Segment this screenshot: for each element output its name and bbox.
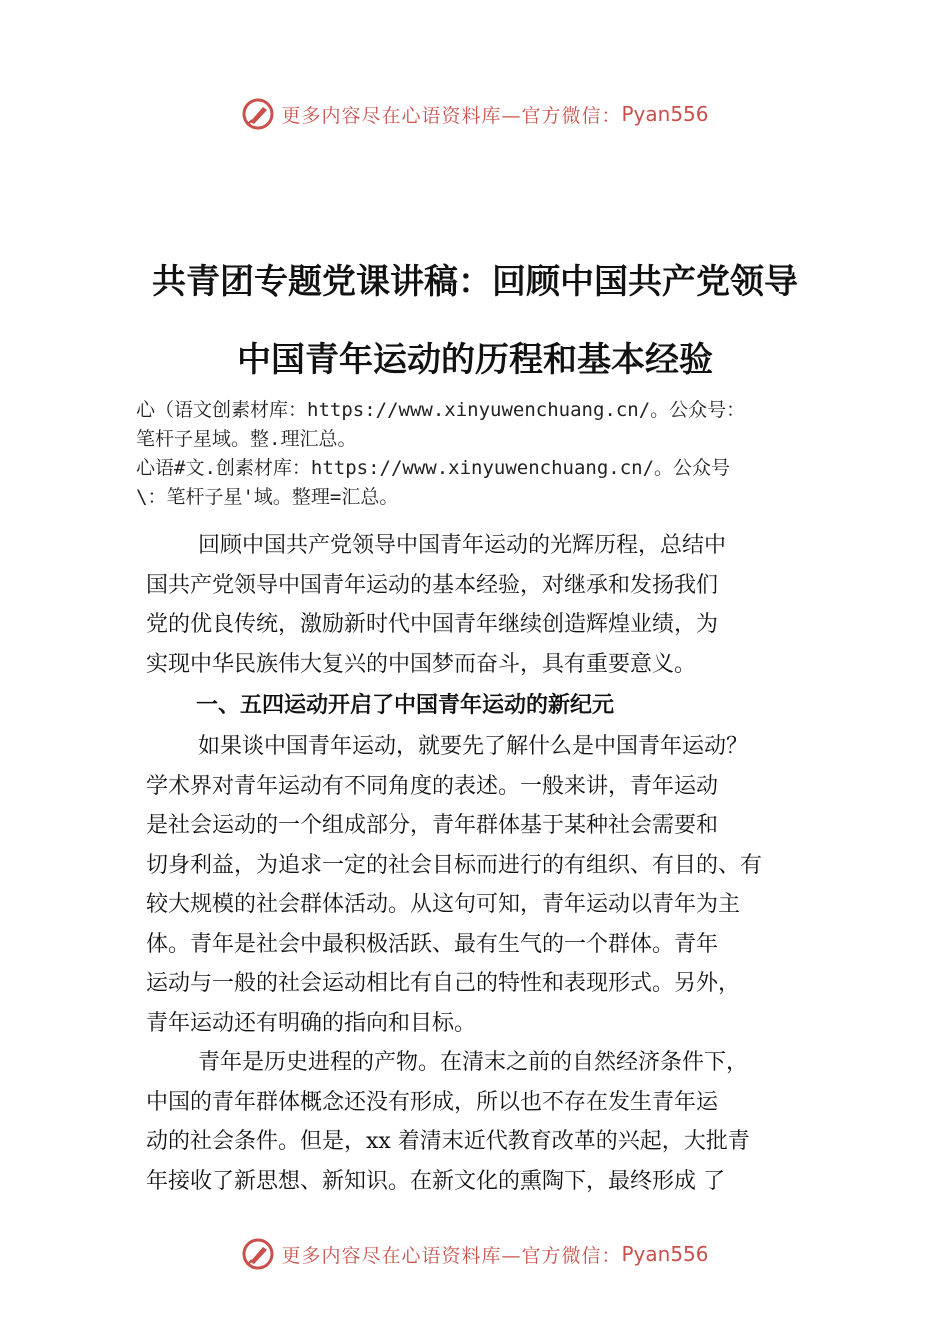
paragraph-line: 学术界对青年运动有不同角度的表述。一般来讲，青年运动 — [146, 773, 719, 799]
paragraph-line: 国共产党领导中国青年运动的基本经验，对继承和发扬我们 — [146, 572, 719, 598]
banner-wechat-id: Pyan556 — [621, 1242, 709, 1266]
paragraph-line: 较大规模的社会群体活动。从这句可知，青年运动以青年为主 — [146, 892, 741, 917]
paragraph-line: 如果谈中国青年运动，就要先了解什么是中国青年运动？ — [198, 734, 749, 759]
source-line: \：笔杆子星'域。整理=汇总。 — [136, 486, 399, 508]
paragraph-line: 运动与一般的社会运动相比有自己的特性和表现形式。另外， — [146, 971, 741, 996]
header-watermark-banner — [0, 94, 950, 134]
banner-text: 更多内容尽在心语资料库—官方微信： — [281, 1244, 622, 1267]
paragraph-line: 青年是历史进程的产物。在清末之前的自然经济条件下， — [198, 1050, 749, 1075]
document-title-line-2: 中国青年运动的历程和基本经验 — [237, 340, 713, 380]
banner-wechat-id: Pyan556 — [621, 102, 709, 126]
document-title-line-1: 共青团专题党课讲稿：回顾中国共产党领导 — [152, 262, 798, 302]
paragraph-line: 青年运动还有明确的指向和目标。 — [146, 1010, 477, 1036]
paragraph-line: 回顾中国共产党领导中国青年运动的光辉历程，总结中 — [198, 533, 727, 558]
source-line: 心语#文.创素材库：https://www.xinyuwenchuang.cn/。公众号 — [136, 457, 731, 479]
paragraph-line: 实现中华民族伟大复兴的中国梦而奋斗，具有重要意义。 — [146, 651, 697, 677]
source-note-block — [136, 396, 876, 512]
paragraph-line: 动的社会条件。但是，xx 着清末近代教育改革的兴起，大批青 — [146, 1129, 750, 1154]
body-paragraph-1 — [146, 727, 846, 1043]
source-line: 心（语文创素材库：https://www.xinyuwenchuang.cn/。公众号： — [136, 399, 746, 421]
pen-logo-icon — [241, 97, 275, 131]
banner-text: 更多内容尽在心语资料库—官方微信： — [281, 104, 622, 127]
paragraph-line: 切身利益，为追求一定的社会目标而进行的有组织、有目的、有 — [146, 852, 763, 878]
paragraph-line: 体。青年是社会中最积极活跃、最有生气的一个群体。青年 — [146, 931, 719, 957]
paragraph-line: 是社会运动的一个组成部分，青年群体基于某种社会需要和 — [146, 813, 719, 838]
paragraph-line: 年接收了新思想、新知识。在新文化的熏陶下，最终形成 了 — [146, 1168, 725, 1194]
footer-watermark-banner — [0, 1234, 950, 1274]
section-heading: 一、五四运动开启了中国青年运动的新纪元 — [196, 693, 615, 718]
intro-paragraph — [146, 526, 846, 684]
paragraph-line: 党的优良传统，激励新时代中国青年继续创造辉煌业绩，为 — [146, 612, 719, 637]
source-line: 笔杆子星域。整.理汇总。 — [136, 428, 357, 450]
paragraph-line: 中国的青年群体概念还没有形成，所以也不存在发生青年运 — [146, 1089, 719, 1115]
pen-logo-icon — [241, 1237, 275, 1271]
body-paragraph-2 — [146, 1043, 846, 1201]
